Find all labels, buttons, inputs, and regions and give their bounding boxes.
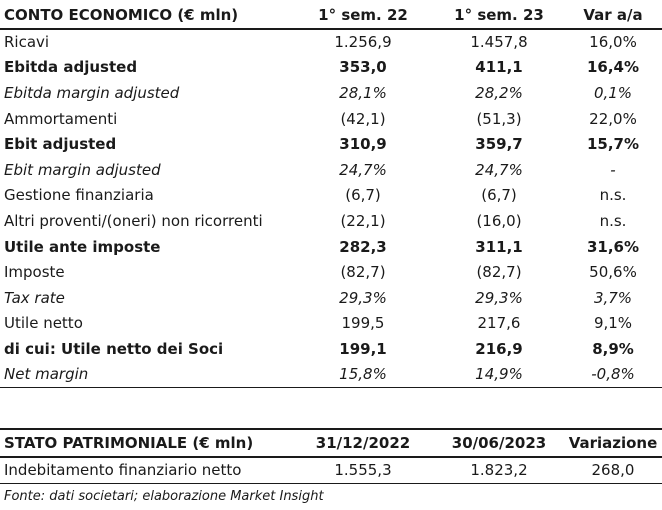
income-row-label: Ammortamenti xyxy=(4,109,118,128)
income-row-label: Utile netto xyxy=(4,314,83,333)
income-row-change: 50,6% xyxy=(589,263,637,282)
income-row-value-2: 217,6 xyxy=(477,314,521,333)
income-row-value-1: 28,1% xyxy=(339,83,387,102)
income-row xyxy=(0,311,662,337)
income-row-change: 16,4% xyxy=(586,58,640,77)
income-row-value-1: 24,7% xyxy=(339,160,387,179)
income-row xyxy=(0,29,662,55)
income-row xyxy=(0,336,662,362)
income-row-value-1: 1.256,9 xyxy=(334,33,392,52)
income-row-value-1: (6,7) xyxy=(345,186,381,205)
income-row-value-2: 28,2% xyxy=(475,83,523,102)
income-header-label: CONTO ECONOMICO (€ mln) xyxy=(0,1,292,29)
income-row-value-2: (82,7) xyxy=(476,263,522,282)
income-row-value-1: 199,1 xyxy=(339,339,387,358)
income-row-label: Imposte xyxy=(4,263,65,282)
income-header-row xyxy=(0,1,662,29)
income-row-value-2: (51,3) xyxy=(476,109,522,128)
income-row-value-2: 14,9% xyxy=(434,362,564,388)
income-row-change: 31,6% xyxy=(586,237,640,256)
balance-header-jun-2023: 30/06/2023 xyxy=(434,429,564,457)
balance-row-value-2: 1.823,2 xyxy=(434,457,564,483)
income-row-change: 0,1% xyxy=(593,83,633,102)
income-row-value-2: 216,9 xyxy=(475,339,523,358)
income-row-value-1: 15,8% xyxy=(292,362,434,388)
income-row-value-2: 24,7% xyxy=(475,160,523,179)
income-row xyxy=(0,80,662,106)
income-row-label: Utile ante imposte xyxy=(4,237,161,256)
income-row-change: 16,0% xyxy=(589,33,637,52)
income-row-value-1: 29,3% xyxy=(339,288,387,307)
income-row xyxy=(0,259,662,285)
income-row-value-2: (16,0) xyxy=(476,211,522,230)
income-row-change: 15,7% xyxy=(586,135,640,154)
income-row-label: Altri proventi/(oneri) non ricorrenti xyxy=(4,211,263,230)
balance-body xyxy=(0,457,662,483)
source-note: Fonte: dati societari; elaborazione Market Insight xyxy=(4,489,324,504)
balance-sheet-table xyxy=(0,428,662,484)
balance-header-label: STATO PATRIMONIALE (€ mln) xyxy=(0,429,292,457)
income-header-h1-2023: 1° sem. 23 xyxy=(434,1,564,29)
income-row-value-1: (42,1) xyxy=(340,109,386,128)
income-row-label: Tax rate xyxy=(4,288,65,307)
income-row-value-2: 359,7 xyxy=(475,135,523,154)
income-row-label: Ebit adjusted xyxy=(4,135,117,154)
income-header-h1-2022: 1° sem. 22 xyxy=(292,1,434,29)
income-row-change: -0,8% xyxy=(564,362,662,388)
income-row-label: Gestione finanziaria xyxy=(4,186,154,205)
income-row-value-2: 1.457,8 xyxy=(470,33,528,52)
income-row-value-1: 353,0 xyxy=(339,58,387,77)
income-row-label: Ebitda adjusted xyxy=(4,58,138,77)
income-row xyxy=(0,285,662,311)
balance-row xyxy=(0,457,662,483)
income-row-change: 8,9% xyxy=(592,339,634,358)
income-row-label: Ebitda margin adjusted xyxy=(4,83,180,102)
income-row-value-1: (22,1) xyxy=(340,211,386,230)
income-row-value-1: (82,7) xyxy=(340,263,386,282)
income-row-label: Ricavi xyxy=(4,33,50,52)
balance-row-label: Indebitamento finanziario netto xyxy=(0,457,292,483)
income-row xyxy=(0,106,662,132)
income-row xyxy=(0,208,662,234)
income-body xyxy=(0,29,662,387)
income-row-change: 22,0% xyxy=(589,109,637,128)
balance-header-row xyxy=(0,429,662,457)
income-row-change: n.s. xyxy=(599,186,627,205)
income-row-change: - xyxy=(610,160,616,179)
income-row-label: di cui: Utile netto dei Soci xyxy=(4,339,224,358)
income-row-change: 3,7% xyxy=(593,288,633,307)
balance-row-change: 268,0 xyxy=(564,457,662,483)
income-header-yoy: Var a/a xyxy=(564,1,662,29)
income-row-value-2: 311,1 xyxy=(475,237,523,256)
income-row-label: Net margin xyxy=(0,362,292,388)
income-statement-table xyxy=(0,1,662,388)
income-row-change: 9,1% xyxy=(593,314,633,333)
income-row xyxy=(0,131,662,157)
income-row-value-1: 310,9 xyxy=(339,135,387,154)
income-row-value-2: 411,1 xyxy=(475,58,523,77)
balance-header-dec-2022: 31/12/2022 xyxy=(292,429,434,457)
income-row xyxy=(0,362,662,388)
income-row-value-1: 282,3 xyxy=(339,237,387,256)
balance-row-value-1: 1.555,3 xyxy=(292,457,434,483)
income-row-value-2: 29,3% xyxy=(475,288,523,307)
income-row xyxy=(0,55,662,81)
income-row xyxy=(0,157,662,183)
income-row xyxy=(0,234,662,260)
income-row xyxy=(0,183,662,209)
income-row-value-2: (6,7) xyxy=(481,186,517,205)
income-row-change: n.s. xyxy=(599,211,627,230)
income-row-value-1: 199,5 xyxy=(341,314,385,333)
income-row-label: Ebit margin adjusted xyxy=(4,160,161,179)
balance-header-change: Variazione xyxy=(564,429,662,457)
